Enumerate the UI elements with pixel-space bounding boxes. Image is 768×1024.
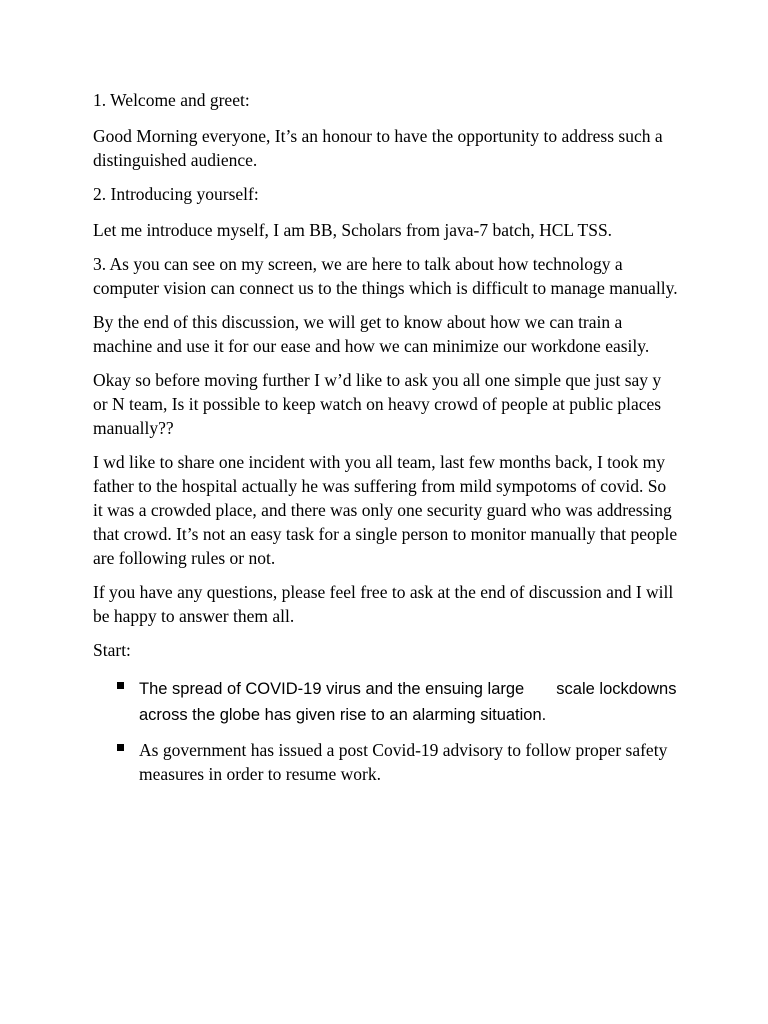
paragraph-question: Okay so before moving further I w’d like to ask you all one simple que just say y or N team, Is it possible to keep watch on heavy crowd of people at public places manually??	[93, 370, 662, 438]
paragraph-objective: By the end of this discussion, we will get to know about how we can train a machine and use it for our ease and how we can minimize our workdone easily.	[93, 312, 650, 356]
section-heading-welcome: 1. Welcome and greet:	[93, 90, 250, 110]
list-item-text: The spread of COVID-19 virus and the ensuing large scale lockdowns across the globe has given rise to an alarming situation.	[139, 680, 682, 724]
paragraph-topic: 3. As you can see on my screen, we are here to talk about how technology a computer vision can connect us to the things which is difficult to manage manually.	[93, 254, 678, 298]
document-page	[93, 88, 682, 796]
list-item	[93, 676, 682, 728]
paragraph-incident: I wd like to share one incident with you all team, last few months back, I took my father to the hospital actually he was suffering from mild sympotoms of covid. So it was a crowded place, and there was only one security guard who was addressing that crowd. It’s not an easy task for a single person to monitor manually that people are following rules or not.	[93, 452, 678, 568]
paragraph-questions-invite: If you have any questions, please feel free to ask at the end of discussion and I will be happy to answer them all.	[93, 582, 674, 626]
section-heading-start: Start:	[93, 640, 131, 660]
paragraph-greeting: Good Morning everyone, It’s an honour to have the opportunity to address such a distinguished audience.	[93, 126, 663, 170]
paragraph-introduction: Let me introduce myself, I am BB, Scholars from java-7 batch, HCL TSS.	[93, 220, 613, 240]
square-bullet-icon	[117, 744, 124, 751]
square-bullet-icon	[117, 682, 124, 689]
list-item	[93, 738, 678, 786]
bullet-list	[93, 676, 682, 786]
section-heading-introduction: 2. Introducing yourself:	[93, 184, 259, 204]
list-item-text: As government has issued a post Covid-19 advisory to follow proper safety measures in order to resume work.	[139, 740, 668, 784]
